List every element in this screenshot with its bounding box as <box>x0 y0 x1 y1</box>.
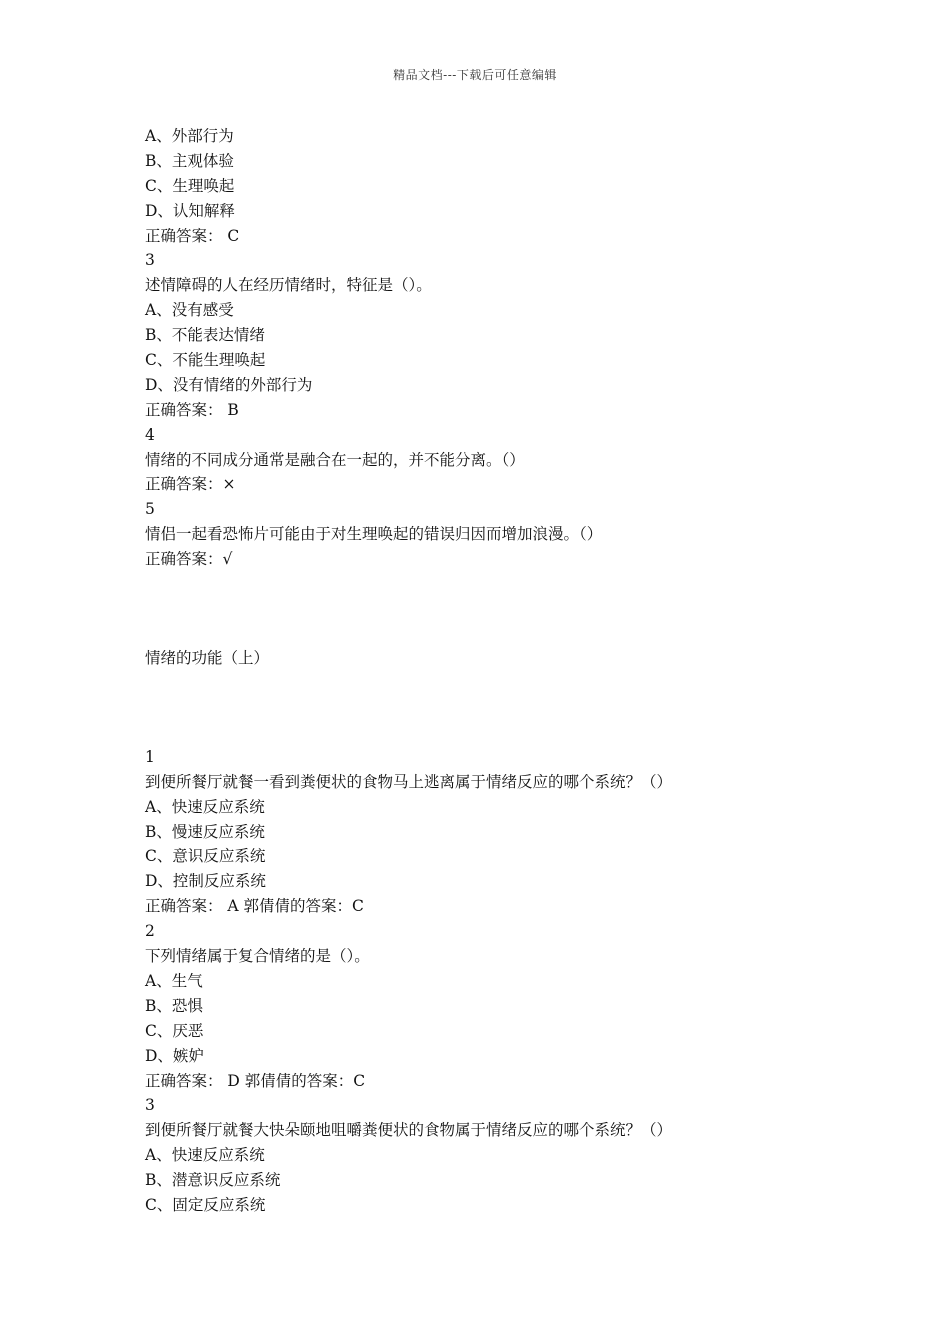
question-number: 2 <box>145 922 155 941</box>
text-line: D、认知解释 <box>145 201 235 220</box>
question-number: 5 <box>145 500 155 519</box>
text-line: B、潜意识反应系统 <box>145 1171 281 1190</box>
answer-line: 正确答案： C <box>145 226 240 245</box>
answer-line: 正确答案： B <box>145 400 239 419</box>
question-text: 情侣一起看恐怖片可能由于对生理唤起的错误归因而增加浪漫。（） <box>145 525 603 544</box>
question-block-1 <box>145 124 845 572</box>
text-line: D、控制反应系统 <box>145 872 266 891</box>
text-line: A、生气 <box>145 971 203 990</box>
text-line: A、快速反应系统 <box>145 797 265 816</box>
question-number: 3 <box>145 1096 155 1115</box>
text-line: B、不能表达情绪 <box>145 326 265 345</box>
section-title: 情绪的功能（上） <box>145 649 270 668</box>
text-line: C、意识反应系统 <box>145 847 266 866</box>
question-number: 4 <box>145 425 155 444</box>
question-text: 到便所餐厅就餐大快朵颐地咀嚼粪便状的食物属于情绪反应的哪个系统？（） <box>145 1121 673 1140</box>
document-body <box>145 124 845 1218</box>
text-line: A、快速反应系统 <box>145 1146 265 1165</box>
text-line: A、没有感受 <box>145 301 234 320</box>
answer-line: 正确答案：√ <box>145 550 233 569</box>
text-line: C、不能生理唤起 <box>145 351 266 370</box>
question-text: 述情障碍的人在经历情绪时，特征是（）。 <box>145 276 432 295</box>
question-number: 3 <box>145 251 155 270</box>
text-line: B、慢速反应系统 <box>145 822 265 841</box>
question-text: 情绪的不同成分通常是融合在一起的，并不能分离。（） <box>145 450 525 469</box>
text-line: D、没有情绪的外部行为 <box>145 375 313 394</box>
question-block-2 <box>145 745 845 1218</box>
text-line: C、生理唤起 <box>145 176 235 195</box>
text-line: B、主观体验 <box>145 151 234 170</box>
text-line: A、外部行为 <box>145 127 234 145</box>
text-line: B、恐惧 <box>145 996 203 1015</box>
page-header: 精品文档---下载后可任意编辑 <box>393 68 557 82</box>
answer-line: 正确答案：× <box>145 475 236 494</box>
text-line: C、固定反应系统 <box>145 1195 266 1214</box>
answer-line: 正确答案： D 郭倩倩的答案：C <box>145 1071 366 1090</box>
question-text: 下列情绪属于复合情绪的是（）。 <box>145 947 370 966</box>
text-line: D、嫉妒 <box>145 1046 204 1065</box>
question-number: 1 <box>145 747 155 766</box>
text-line: C、厌恶 <box>145 1021 204 1040</box>
answer-line: 正确答案： A 郭倩倩的答案：C <box>145 897 364 916</box>
question-text: 到便所餐厅就餐一看到粪便状的食物马上逃离属于情绪反应的哪个系统？（） <box>145 772 673 791</box>
